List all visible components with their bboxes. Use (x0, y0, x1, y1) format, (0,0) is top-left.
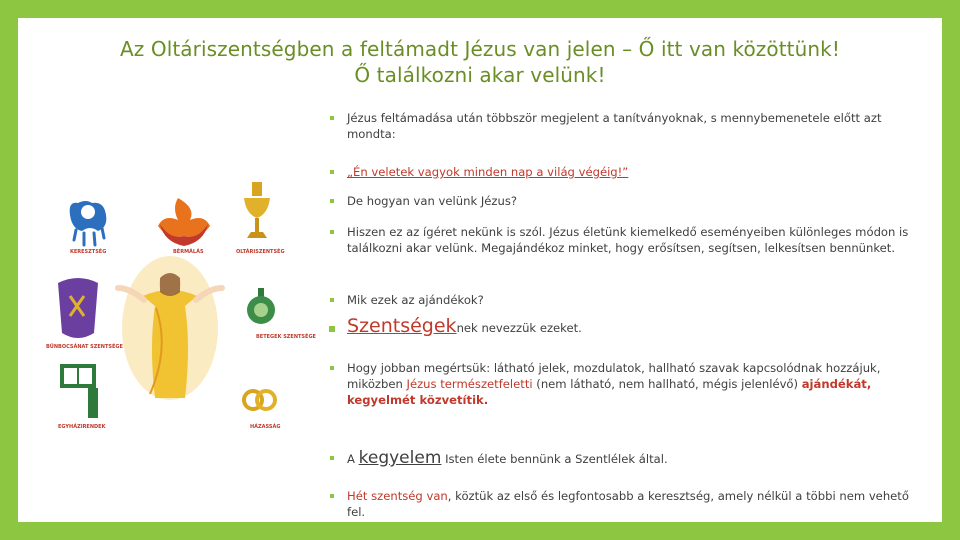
oil-vessel-icon (247, 288, 275, 324)
bullet-8-text-a: A (347, 452, 359, 466)
bullet-9-text: , köztük az első és legfontosabb a keresztség, amely nélkül a többi nem vehető fel. (347, 489, 909, 519)
bullet-3 (328, 193, 928, 209)
wedding-rings-icon (244, 391, 275, 409)
bullet-7-text-c: (nem látható, nem hallható, mégis jelenlévő) (532, 377, 802, 391)
label-betegek: BETEGEK SZENTSÉGE (256, 334, 316, 340)
bullet-9-keyword: Hét szentség van (347, 489, 448, 503)
bullet-4-text: Hiszen ez az ígéret nekünk is szól. Jézus életünk kiemelkedő eseményeiben különleges módon is találkozni akar velünk. Megajándékoz minket, hogy erősítsen, segítsen, lelkesítsen bennünket. (347, 225, 909, 255)
slide (18, 18, 942, 522)
bullet-6-text: nek nevezzük ezeket. (456, 321, 582, 335)
bullet-3-text: De hogyan van velünk Jézus? (347, 194, 518, 208)
bullet-5-text: Mik ezek az ajándékok? (347, 293, 484, 307)
bullet-marker (330, 199, 334, 203)
bullet-8-keyword: kegyelem (358, 448, 442, 468)
title-line-1: Az Oltáriszentségben a feltámadt Jézus van jelen – Ő itt van közöttünk! (120, 37, 840, 61)
label-bunbocsanat: BŰNBOCSÁNAT SZENTSÉGE (46, 344, 123, 350)
bullet-1 (328, 110, 928, 142)
bullet-marker (330, 170, 334, 174)
label-hazassag: HÁZASSÁG (250, 424, 281, 430)
label-keresztseg: KERESZTSÉG (70, 249, 107, 255)
label-bermalas: BÉRMÁLÁS (173, 249, 204, 255)
bullet-2 (328, 164, 928, 180)
bullet-6-keyword: Szentségek (347, 315, 457, 337)
bullet-5 (328, 292, 928, 308)
bullet-marker (330, 456, 334, 460)
bullet-marker (329, 326, 335, 332)
label-egyhazirendek: EGYHÁZIRENDEK (58, 424, 106, 430)
title-line-2: Ő találkozni akar velünk! (354, 63, 606, 87)
bullet-8 (328, 450, 928, 467)
bullet-7-text-d: ajándékát, kegyelmét közvetítik. (347, 377, 872, 407)
bullet-marker (330, 494, 334, 498)
slide-title (18, 36, 942, 88)
bullet-7-text-a: Hogy jobban megértsük: látható jelek, mozdulatok, hallható szavak kapcsolódnak hozzájuk, miközben (347, 361, 881, 391)
bullet-6 (328, 315, 928, 337)
bullet-1-text: Jézus feltámadása után többször megjelent a tanítványoknak, s mennybemenetele előtt azt mondta: (347, 111, 882, 141)
confirmation-icon (158, 198, 210, 246)
bullet-marker (330, 116, 334, 120)
bullet-9 (328, 488, 928, 520)
bullet-2-quote: „Én veletek vagyok minden nap a világ végéig!” (347, 165, 629, 179)
bullet-marker (330, 366, 334, 370)
label-oltariszentseg: OLTÁRISZENTSÉG (236, 249, 285, 255)
bible-stole-icon (60, 364, 98, 418)
risen-jesus-icon (118, 256, 222, 400)
bullet-8-text-b: Isten élete bennünk a Szentlélek által. (441, 452, 668, 466)
sacraments-illustration (46, 178, 316, 438)
stole-keys-icon (58, 278, 98, 338)
bullet-7-emphasis: Jézus természetfeletti (406, 377, 533, 391)
bullet-4 (328, 224, 928, 256)
bullet-7 (328, 360, 928, 408)
baptism-icon (70, 201, 107, 245)
bullet-marker (330, 230, 334, 234)
chalice-icon (244, 182, 270, 238)
bullet-marker (330, 298, 334, 302)
